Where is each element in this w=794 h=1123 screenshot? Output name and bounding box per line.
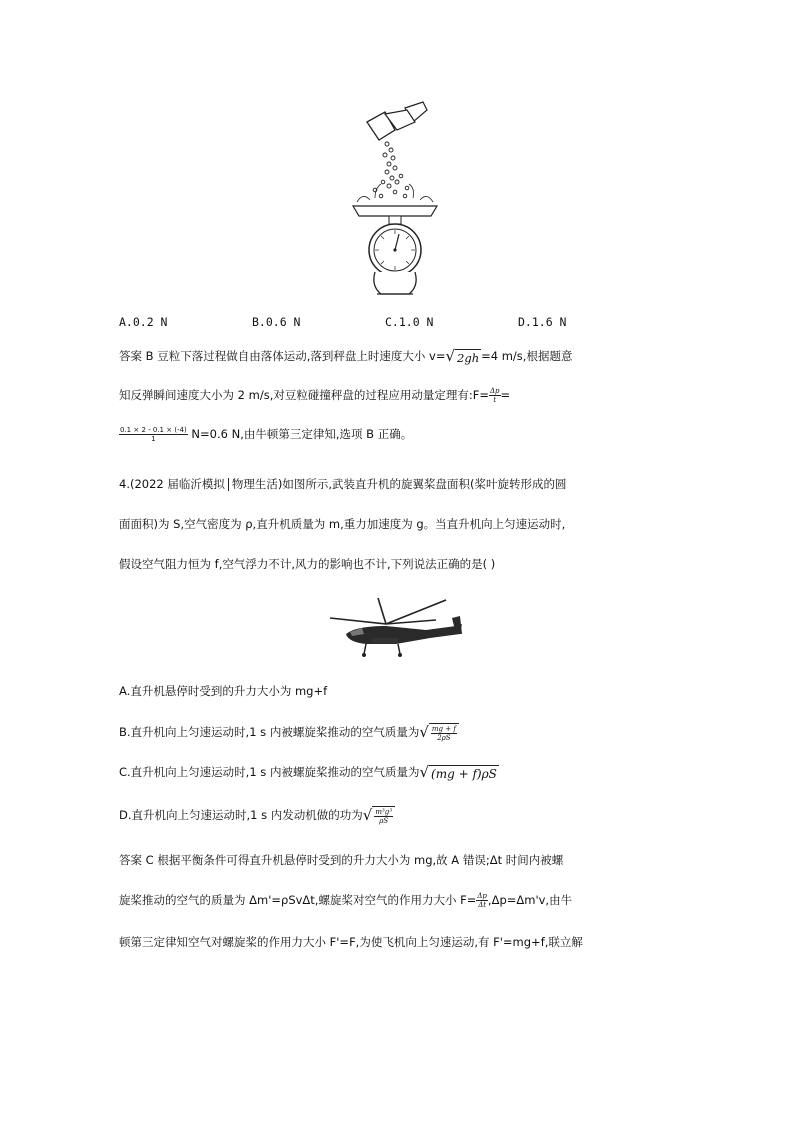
question-4-line1: 4.(2022 届临沂模拟 物理生活)如图所示,武装直升机的旋翼桨盘面积(桨叶旋转形成的圆 [119,477,567,491]
answer-q4-line2: 旋桨推动的空气的质量为 Δm'=ρSvΔt,螺旋桨对空气的作用力大小 F= $\frac{\Delta p}{\Delta t}$ ,Δp=Δm'v,由牛 [119,892,573,909]
question-4-line3: 假设空气阻力恒为 f,空气浮力不计,风力的影响也不计,下列说法正确的是( ) [119,557,496,571]
helicopter-figure [326,594,466,660]
option-c: C.1.0 N [385,315,434,329]
answer-q4-line1: 答案 C 根据平衡条件可得直升机悬停时受到的升力大小为 mg,故 A 错误;Δt 时间内被螺 [119,853,564,867]
q4-option-a: A.直升机悬停时受到的升力大小为 mg+f [119,684,328,698]
answer-q3-line2: 知反弹瞬间速度大小为 2 m/s,对豆粒碰撞秤盘的过程应用动量定理有:F= $\frac{\Delta p}{t}$ = [119,387,511,404]
option-b: B.0.6 N [252,315,301,329]
q4-option-d: D.直升机向上匀速运动时,1 s 内发动机做的功为√ $\frac{\text{m³g³}}{\rho S}$ [119,806,395,825]
scale-figure [345,100,445,300]
option-d: D.1.6 N [518,315,567,329]
q4-option-c: C.直升机向上匀速运动时,1 s 内被螺旋桨推动的空气质量为√ (mg + f)ρS [119,763,497,781]
answer-q4-line3: 顿第三定律知空气对螺旋桨的作用力大小 F'=F,为使飞机向上匀速运动,有 F'=mg+f,联立解 [119,935,583,949]
q4-option-b: B.直升机向上匀速运动时,1 s 内被螺旋桨推动的空气质量为√ $\frac{mg + f}{2\rho S}$ [119,723,459,742]
question-4-line2: 面面积)为 S,空气密度为 ρ,直升机质量为 m,重力加速度为 g。当直升机向上匀速运动时, [119,517,566,531]
answer-q3-line1: 答案 B 豆粒下落过程做自由落体运动,落到秤盘上时速度大小 v=√ 2gh =4 m/s,根据题意 [119,347,573,365]
answer-q3-line3: $\frac{0.1 \times 2 - 0.1 \times (-4)}{1}$ N=0.6 N,由牛顿第三定律知,选项 B 正确。 [120,426,413,443]
option-a: A.0.2 N [119,315,168,329]
